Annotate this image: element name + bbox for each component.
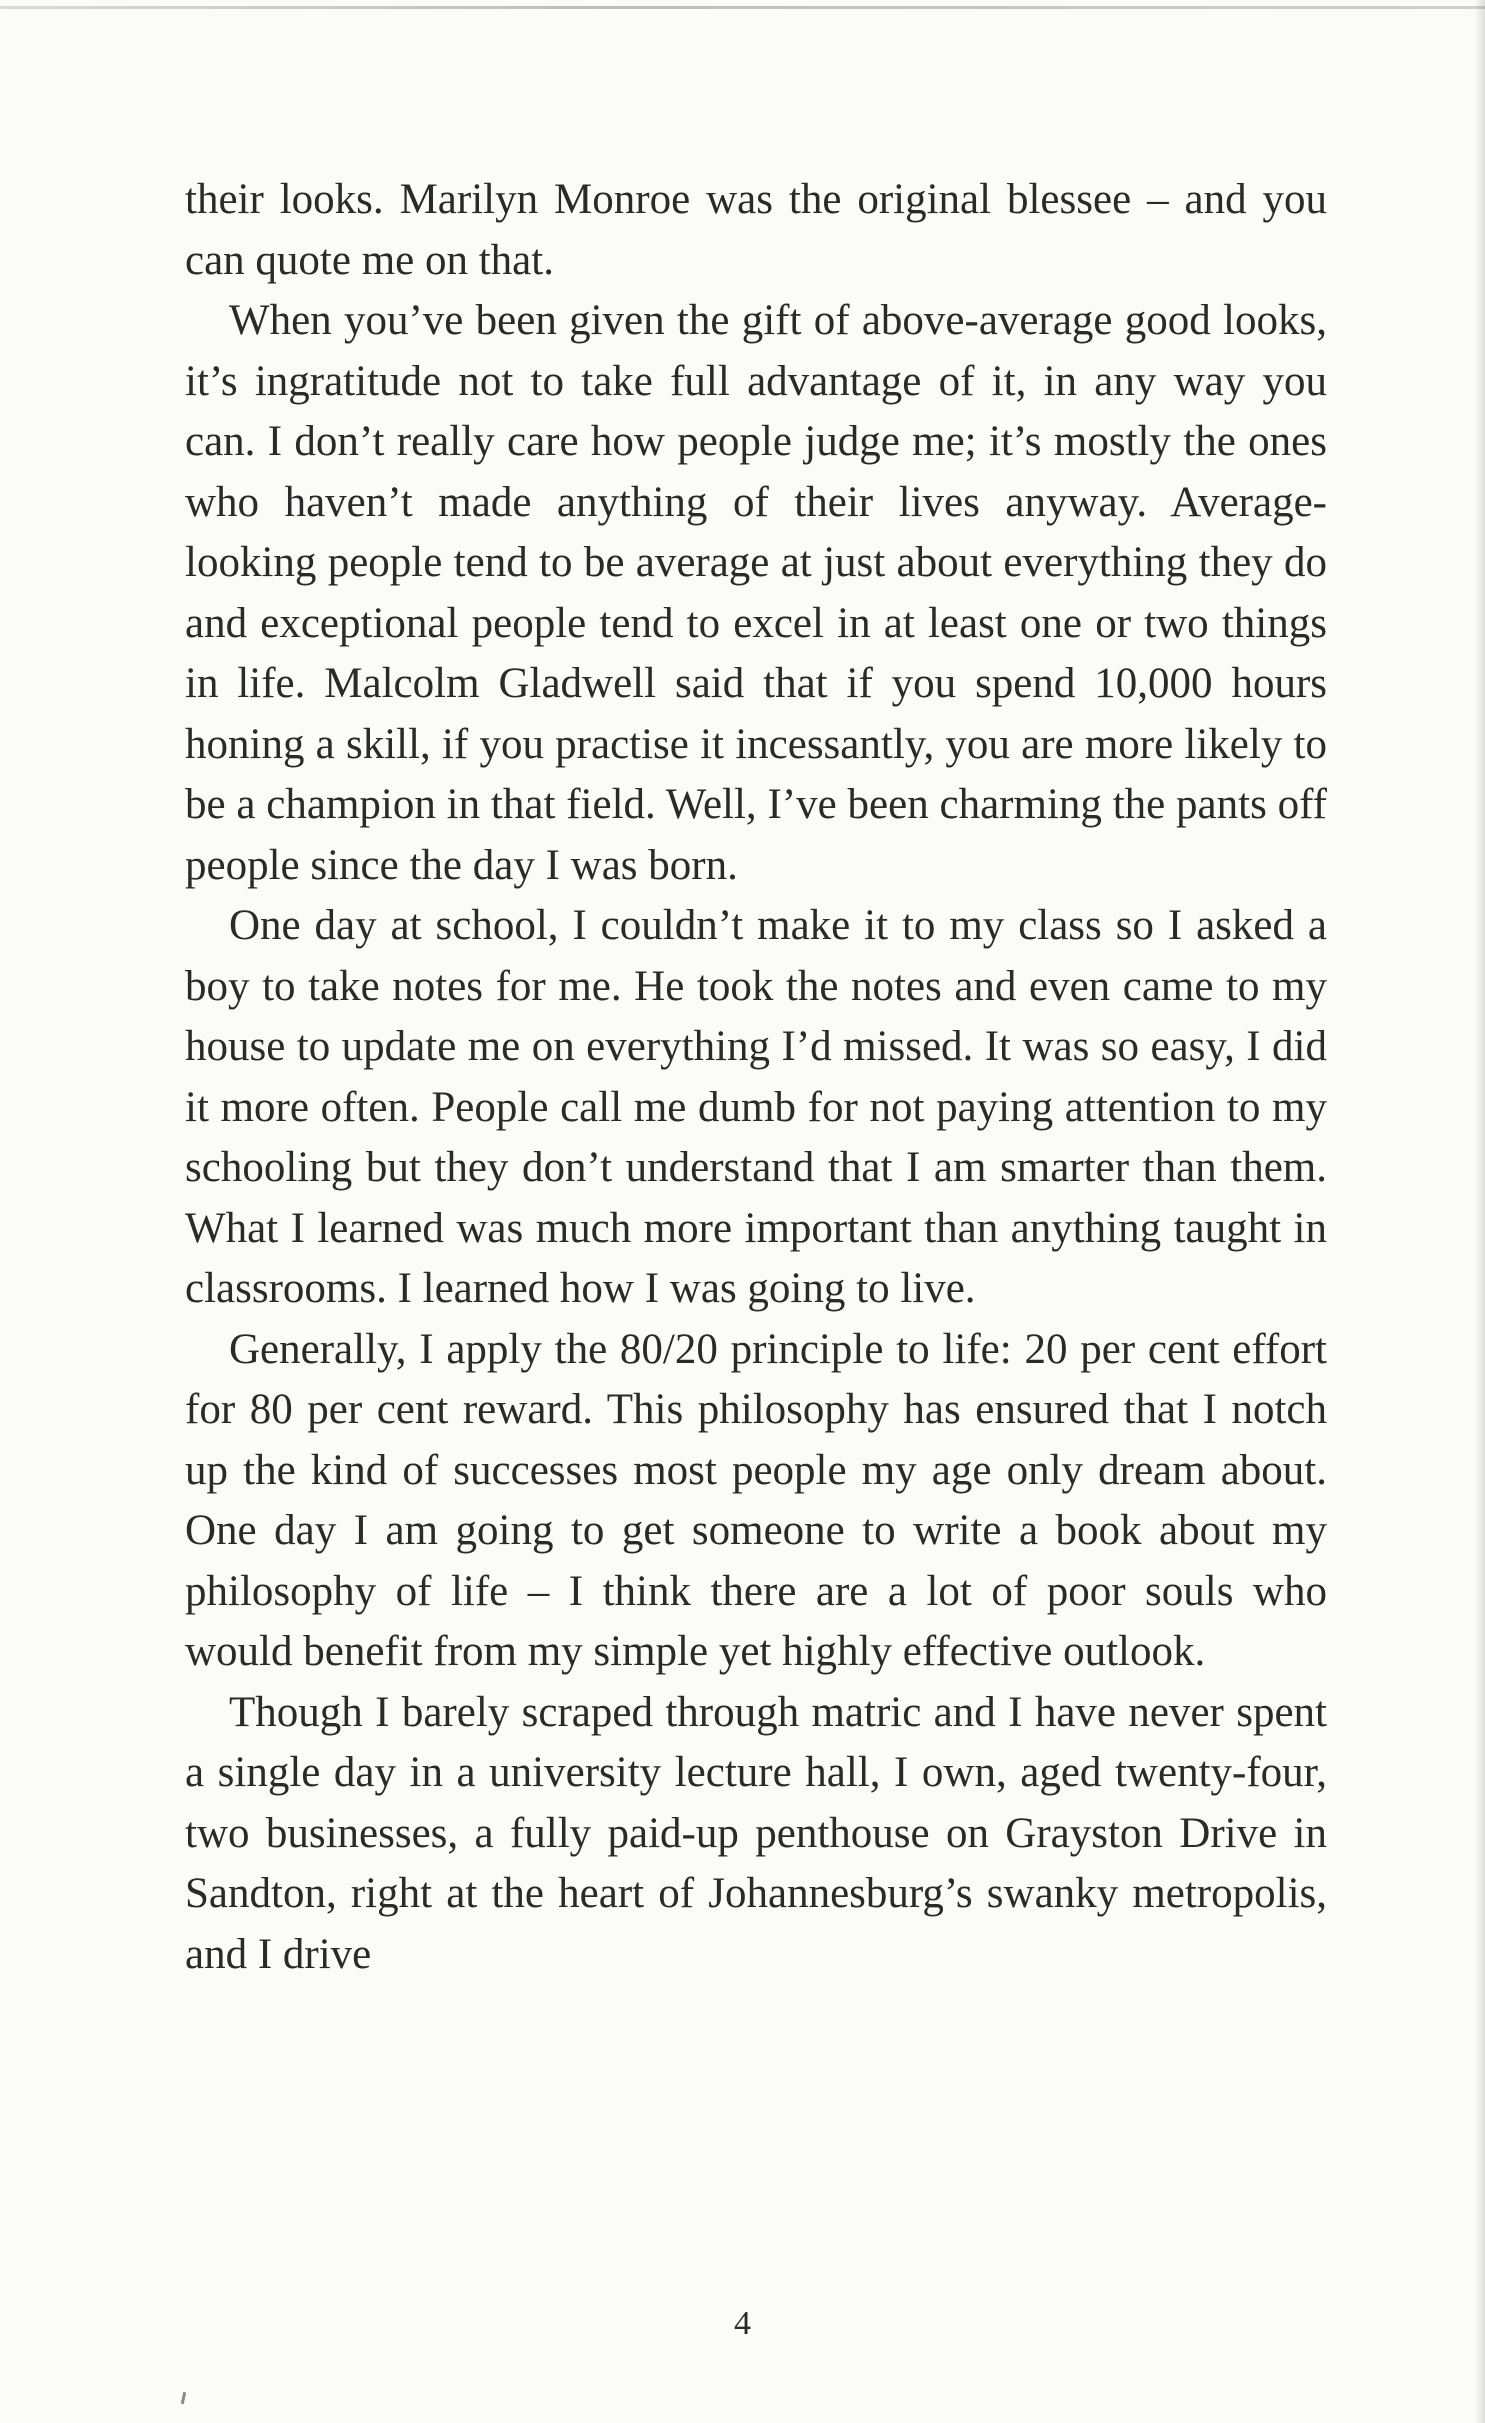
scan-speck (181, 2392, 186, 2404)
paragraph-continued: their looks. Marilyn Monroe was the original blessee – and you can quote me on that. (185, 176, 1327, 284)
paragraph: One day at school, I couldn’t make it to my class so I asked a boy to take notes for me. He took the notes and even came to my house to update me on everything I’d missed. It was so easy, I did it more often. People call me dumb for not paying attention to my schooling but they don’t understand that I am smarter than them. What I learned was much more important than anything taught in classrooms. I learned how I was going to live. (185, 902, 1327, 1312)
page-top-edge (0, 6, 1485, 9)
page-right-edge-shadow (1475, 0, 1485, 2423)
page-number: 4 (734, 2305, 751, 2342)
paragraph: Though I barely scraped through matric and I have never spent a single day in a university lecture hall, I own, aged twenty-four, two businesses, a fully paid-up penthouse on Grayston Drive in Sandton, right at the heart of Johannesburg’s swanky metropolis, and I drive (185, 1688, 1327, 1978)
body-text (185, 170, 1327, 1985)
paragraph: Generally, I apply the 80/20 principle to life: 20 per cent effort for 80 per cent reward. This philosophy has ensured that I notch up the kind of successes most people my age only dream about. One day I am going to get someone to write a book about my philosophy of life – I think there are a lot of poor souls who would benefit from my simple yet highly effective outlook. (185, 1325, 1327, 1675)
paragraph: When you’ve been given the gift of above-average good looks, it’s ingratitude not to take full advantage of it, in any way you can. I don’t really care how people judge me; it’s mostly the ones who haven’t made anything of their lives anyway. Average-looking people tend to be average at just about everything they do and exceptional people tend to excel in at least one or two things in life. Malcolm Gladwell said that if you spend 10,000 hours honing a skill, if you practise it incessantly, you are more likely to be a champion in that field. Well, I’ve been charming the pants off people since the day I was born. (185, 297, 1327, 889)
